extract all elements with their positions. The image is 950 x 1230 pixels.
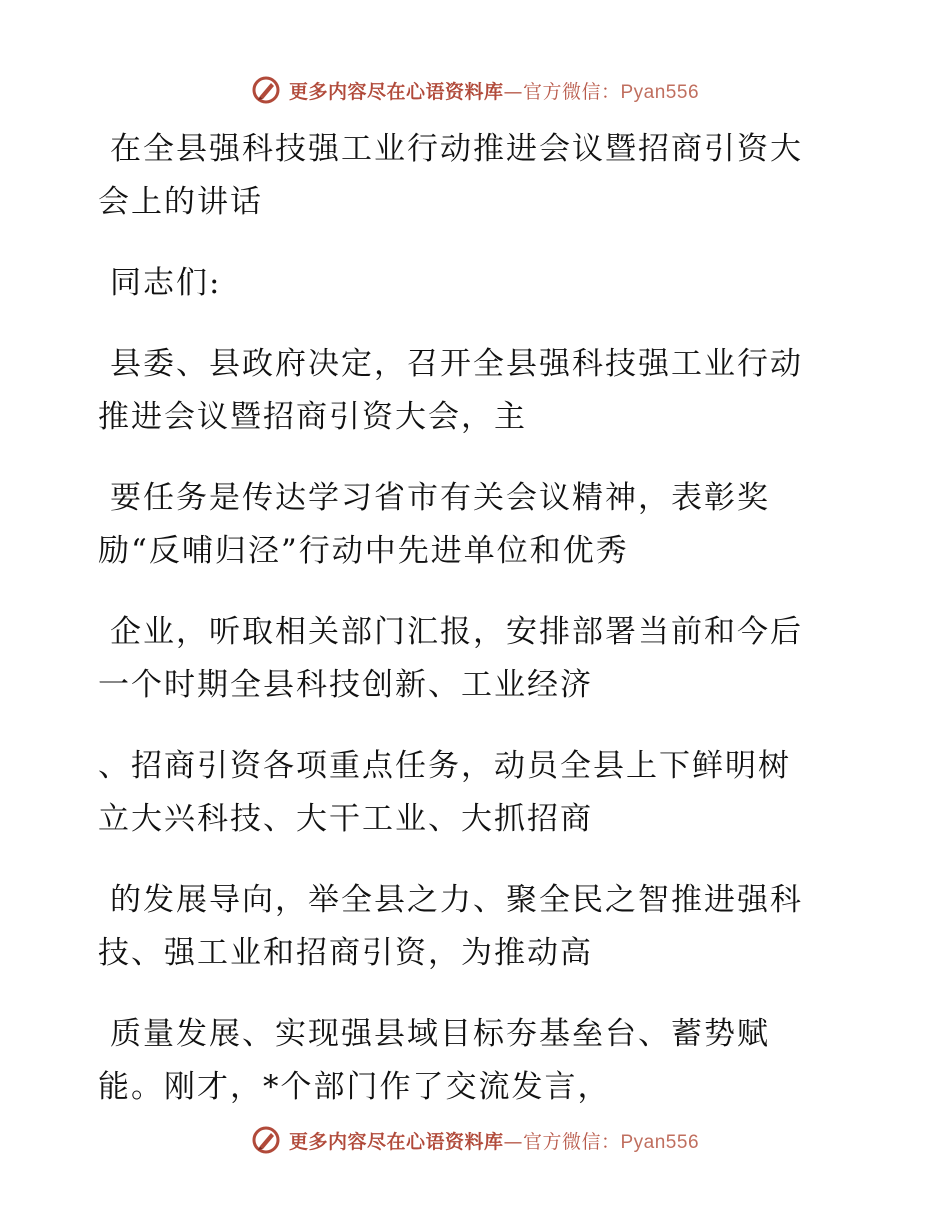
paragraph-line: 、招商引资各项重点任务，动员全县上下鲜明树: [98, 748, 791, 784]
footer-wechat-id: Pyan556: [620, 1131, 700, 1153]
paragraph: [98, 1008, 838, 1114]
paragraph-line: 一个时期全县科技创新、工业经济: [98, 667, 593, 703]
paragraph: [98, 606, 838, 712]
pen-logo-icon: [251, 1125, 281, 1155]
header-brand-text: 更多内容尽在心语资料库: [288, 80, 504, 103]
paragraph-line: 立大兴科技、大干工业、大抓招商: [98, 801, 593, 837]
paragraph-line: 技、强工业和招商引资，为推动高: [98, 935, 593, 971]
header-banner: [0, 70, 950, 110]
salutation-text: 同志们:: [110, 265, 222, 301]
footer-dash: —: [503, 1130, 523, 1153]
paragraph: [98, 740, 838, 846]
paragraph-line: 质量发展、实现强县域目标夯基垒台、蓄势赋: [110, 1016, 770, 1052]
footer-brand-text: 更多内容尽在心语资料库: [288, 1130, 504, 1153]
salutation: [98, 257, 838, 310]
footer-banner-text: [289, 1127, 699, 1154]
paragraph-line: 推进会议暨招商引资大会，主: [98, 399, 527, 435]
document-body: [98, 123, 838, 1142]
header-banner-text: [289, 77, 699, 104]
document-title: [98, 123, 838, 229]
header-dash: —: [503, 80, 523, 103]
paragraph-line: 县委、县政府决定，召开全县强科技强工业行动: [110, 346, 803, 382]
paragraph-line: 要任务是传达学习省市有关会议精神，表彰奖: [110, 480, 770, 516]
header-wechat-id: Pyan556: [620, 81, 700, 103]
paragraph: [98, 874, 838, 980]
paragraph-line: 企业，听取相关部门汇报，安排部署当前和今后: [110, 614, 803, 650]
footer-banner: [0, 1120, 950, 1160]
paragraph-line: 励“反哺归泾”行动中先进单位和优秀: [98, 533, 629, 569]
paragraph-line: 的发展导向，举全县之力、聚全民之智推进强科: [110, 882, 803, 918]
pen-logo-icon: [251, 75, 281, 105]
footer-official-label: 官方微信：: [522, 1130, 621, 1153]
header-official-label: 官方微信：: [522, 80, 621, 103]
paragraph: [98, 472, 838, 578]
title-line: 在全县强科技强工业行动推进会议暨招商引资大: [110, 131, 803, 167]
title-line: 会上的讲话: [98, 184, 263, 220]
paragraph: [98, 338, 838, 444]
paragraph-line: 能。刚才，*个部门作了交流发言，: [98, 1069, 611, 1105]
